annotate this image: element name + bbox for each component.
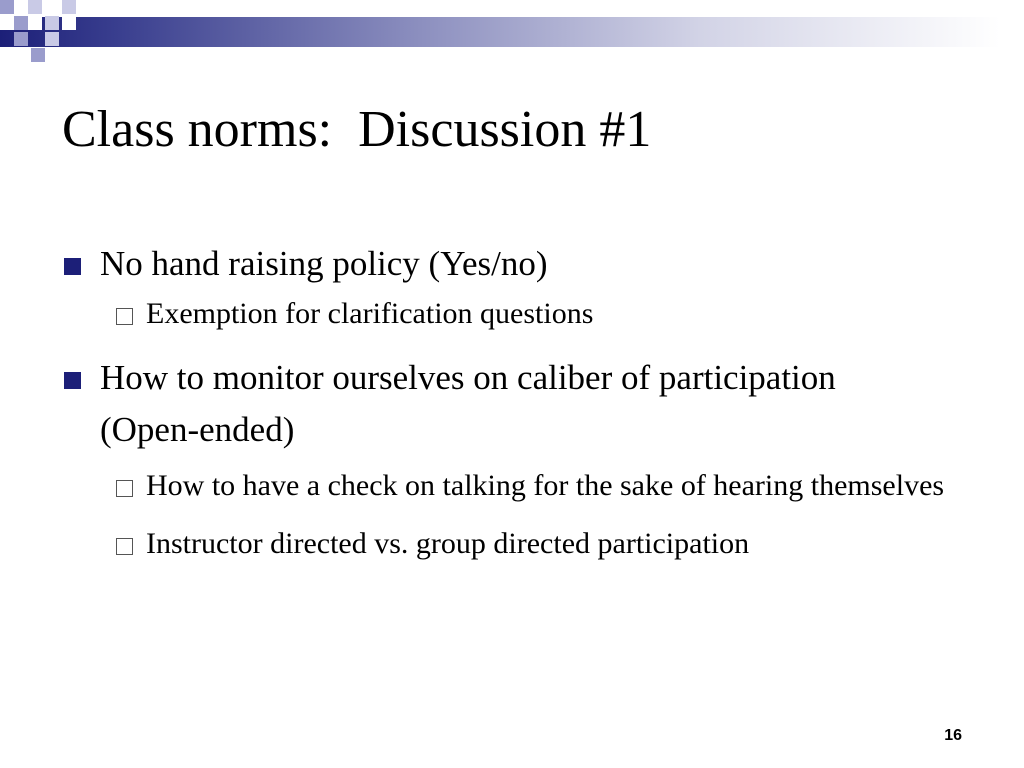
bullet-item	[0, 238, 900, 290]
sub-bullet-text: How to have a check on talking for the sake of hearing themselves	[146, 469, 945, 502]
bullet-list	[0, 232, 1024, 568]
page-number: 16	[944, 727, 962, 744]
bullet-text: How to monitor ourselves on caliber of participation (Open-ended)	[100, 358, 836, 449]
sub-bullet-text: Exemption for clarification questions	[146, 297, 594, 330]
sub-bullet-text: Instructor directed vs. group directed participation	[146, 527, 750, 560]
hollow-box-bullet-icon	[116, 538, 133, 555]
sub-bullet-item	[0, 290, 966, 338]
hollow-box-bullet-icon	[116, 308, 133, 325]
bullet-item	[0, 352, 900, 456]
hollow-box-bullet-icon	[116, 480, 133, 497]
header-gradient-band	[0, 17, 1024, 47]
sub-bullet-item	[0, 520, 966, 568]
bullet-text: No hand raising policy (Yes/no)	[100, 244, 548, 283]
sub-bullet-item	[0, 462, 966, 510]
slide-title: Class norms: Discussion #1	[62, 101, 652, 158]
square-bullet-icon	[64, 372, 81, 389]
square-bullet-icon	[64, 258, 81, 275]
